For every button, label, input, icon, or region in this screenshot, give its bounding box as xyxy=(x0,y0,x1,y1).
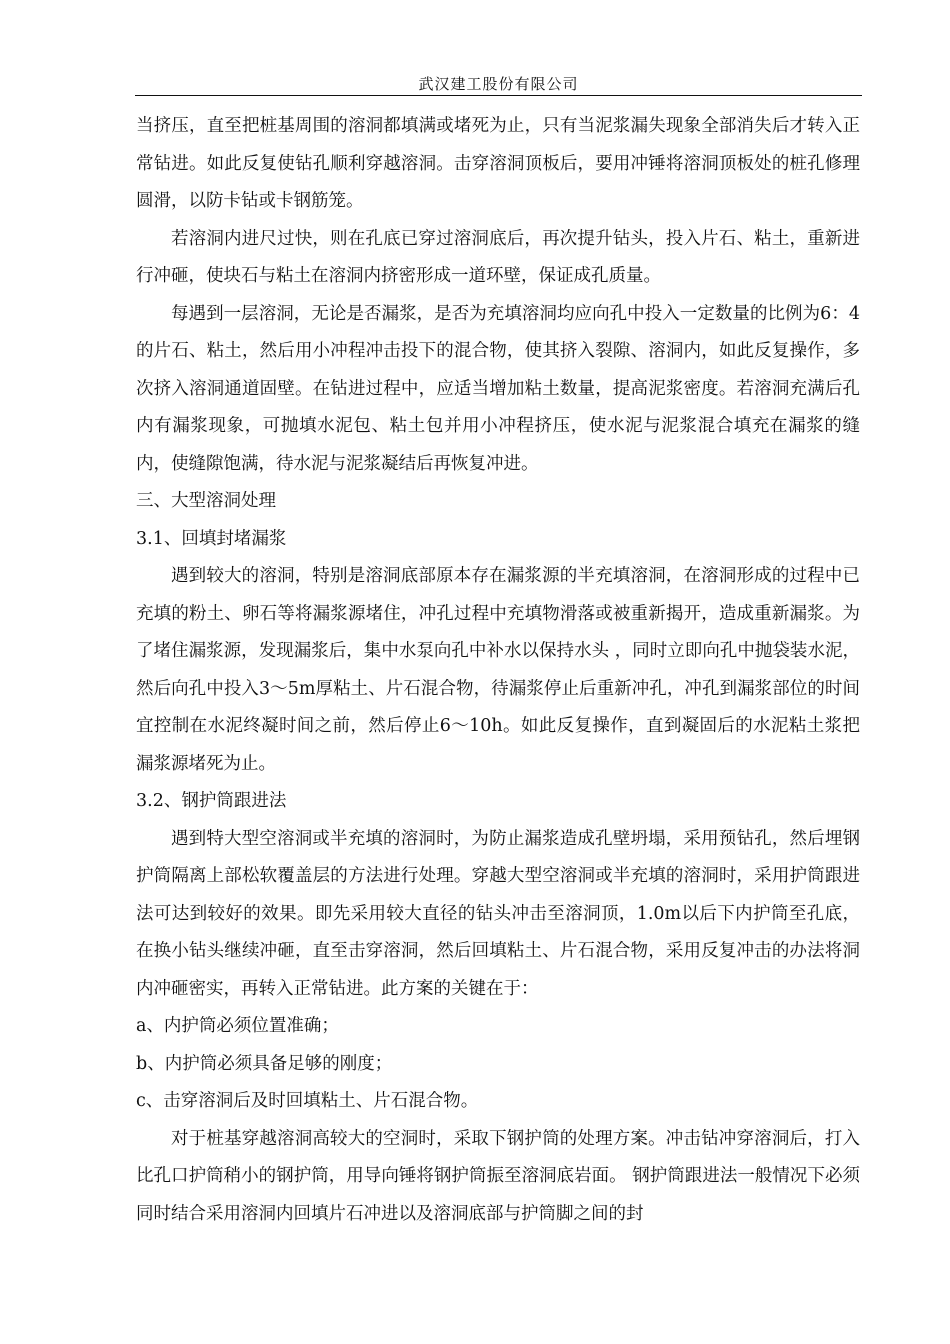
section-heading: 三、大型溶洞处理 xyxy=(136,491,276,511)
subsection-heading: 3.1、回填封堵漏浆 xyxy=(136,528,287,549)
document-body xyxy=(136,108,860,1233)
paragraph: 若溶洞内进尺过快，则在孔底已穿过溶洞底后，再次提升钻头，投入片石、粘土，重新进行冲砸，使块石与粘土在溶洞内挤密形成一道环壁，保证成孔质量。 xyxy=(136,228,860,286)
subsection-heading: 3.2、钢护筒跟进法 xyxy=(136,791,287,811)
list-item: c、击穿溶洞后及时回填粘土、片石混合物。 xyxy=(136,1091,479,1111)
list-item: a、内护筒必须位置准确； xyxy=(136,1016,339,1036)
list-item: b、内护筒必须具备足够的刚度； xyxy=(136,1053,393,1074)
paragraph: 对于桩基穿越溶洞高较大的空洞时，采取下钢护筒的处理方案。冲击钻冲穿溶洞后，打入比孔口护筒稍小的钢护筒，用导向锤将钢护筒振至溶洞底岩面。 钢护筒跟进法一般情况下必须同时结合采用溶洞内回填片石冲进以及溶洞底部与护筒脚之间的封 xyxy=(136,1128,860,1224)
page-header-company: 武汉建工股份有限公司 xyxy=(418,75,579,93)
paragraph: 当挤压，直至把桩基周围的溶洞都填满或堵死为止，只有当泥浆漏失现象全部消失后才转入正常钻进。如此反复使钻孔顺利穿越溶洞。击穿溶洞顶板后，要用冲锤将溶洞顶板处的桩孔修理圆滑，以防卡钻或卡钢筋笼。 xyxy=(136,116,860,211)
paragraph: 遇到较大的溶洞，特别是溶洞底部原本存在漏浆源的半充填溶洞，在溶洞形成的过程中已充填的粉土、卵石等将漏浆源堵住，冲孔过程中充填物滑落或被重新揭开，造成重新漏浆。为了堵住漏浆源，发现漏浆后，集中水泵向孔中补水以保持水头 ，同时立即向孔中抛袋装水泥，然后向孔中投入3～5m厚粘土、片石混合物，待漏浆停止后重新冲孔，冲孔到漏浆部位的时间宜控制在水泥终凝时间之前，然后停止6～10h。如此反复操作，直到凝固后的水泥粘土浆把漏浆源堵死为止。 xyxy=(136,566,860,774)
header-divider xyxy=(135,95,862,96)
paragraph: 每遇到一层溶洞，无论是否漏浆，是否为充填溶洞均应向孔中投入一定数量的比例为6：4的片石、粘土，然后用小冲程冲击投下的混合物，使其挤入裂隙、溶洞内，如此反复操作，多次挤入溶洞通道固壁。在钻进过程中，应适当增加粘土数量，提高泥浆密度。若溶洞充满后孔内有漏浆现象，可抛填水泥包、粘土包并用小冲程挤压，使水泥与泥浆混合填充在漏浆的缝内，使缝隙饱满，待水泥与泥浆凝结后再恢复冲进。 xyxy=(136,303,860,474)
paragraph: 遇到特大型空溶洞或半充填的溶洞时，为防止漏浆造成孔壁坍塌，采用预钻孔，然后埋钢护筒隔离上部松软覆盖层的方法进行处理。穿越大型空溶洞或半充填的溶洞时，采用护筒跟进法可达到较好的效果。即先采用较大直径的钻头冲击至溶洞顶，1.0m以后下内护筒至孔底，在换小钻头继续冲砸，直至击穿溶洞，然后回填粘土、片石混合物，采用反复冲击的办法将洞内冲砸密实，再转入正常钻进。此方案的关键在于： xyxy=(136,828,860,999)
